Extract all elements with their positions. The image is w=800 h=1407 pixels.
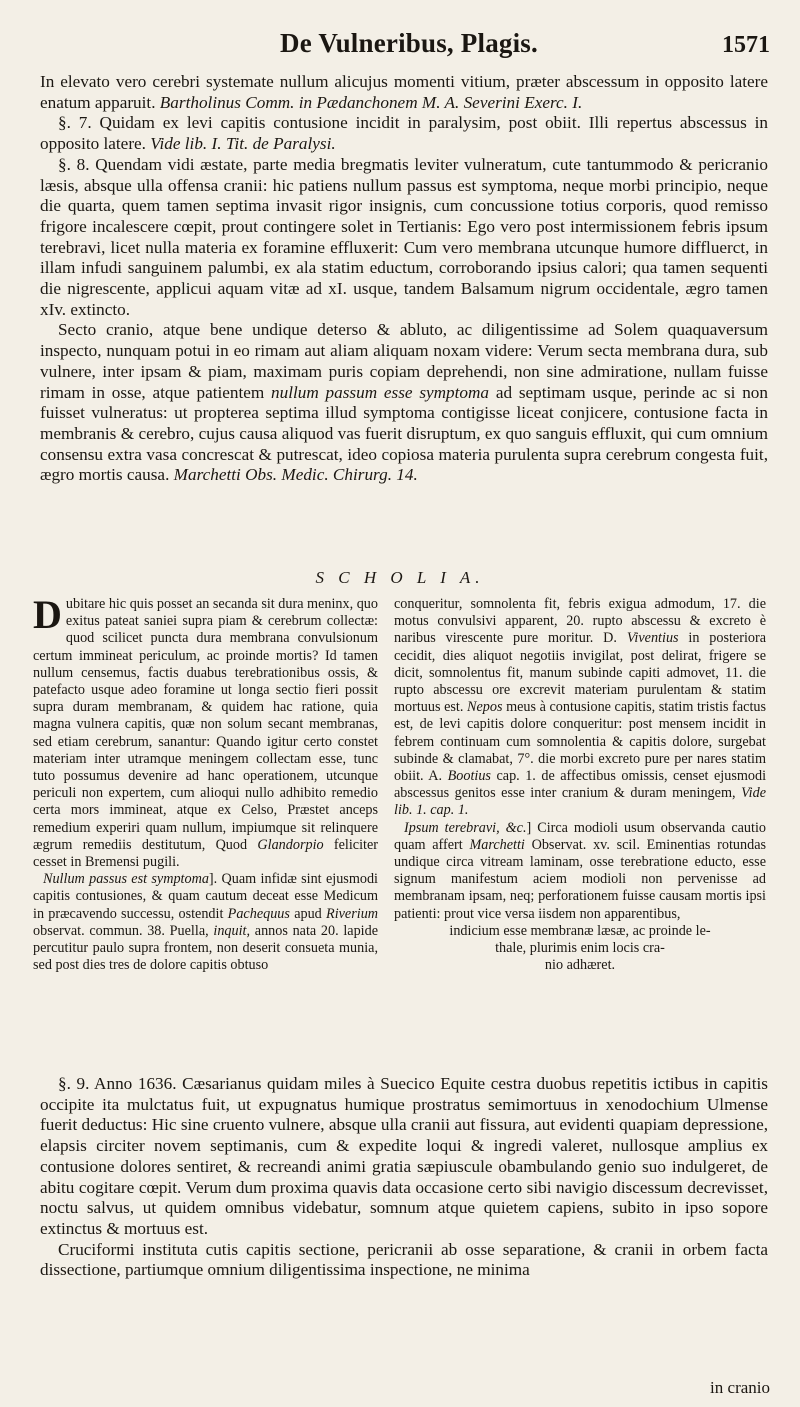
scholia-right-ref: Vide lib. 1. cap. 1. <box>394 785 767 819</box>
section-7-text: §. 7. Quidam ex levi capitis contusione incidit in paralysim, post obiit. Illi repertus abscessus in opposito latere. <box>40 113 768 154</box>
section-8b-text-before: Secto cranio, atque bene undique deterso & abluto, ac diligentissime ad Solem quaquaversum inspecto, nunquam potui in eo rimam aut aliam aliquam noxam videre: Verum secta membrana dura, sub vulnere, inter ipsam & piam, maximam puris copiam deprehendi, non sine admiratione, nullam fuisse rimam in osse, atque patientem <box>40 320 768 402</box>
drop-cap: D <box>33 592 62 637</box>
scholia-right-lemma: Ipsum terebravi, &c. <box>404 819 527 836</box>
section-7-citation: Vide lib. I. Tit. de Paralysi. <box>150 134 336 154</box>
page-header <box>0 28 800 68</box>
scholia-right-name-marchetti: Marchetti <box>469 836 525 853</box>
scholia-right-p1-b: in posteriora cecidit, dies aliquot negotiis invigilat, post delirat, frigere se dicit, somnolentus fit, manum subinde capiti admovet, 11. die rupto abscessu ore excrevit materiam purulentam & statim mortuus est. <box>394 630 767 716</box>
scholia-right-name-bootius: Bootius <box>447 768 491 785</box>
lower-text-block <box>40 1074 768 1281</box>
scholia-left-p2-c: observat. commun. 38. Puella, <box>33 922 209 939</box>
scholia-closing-line-2: thale, plurimis enim locis cra- <box>495 940 665 957</box>
scholia-right-p1-a: conqueritur, somnolenta fit, febris exigua admodum, 17. die motus convulsivi apparent, 20. rupto abscessu & excreto è naribus virescente pure moritur. D. <box>394 596 766 647</box>
section-8b-citation: Marchetti Obs. Medic. Chirurg. 14. <box>173 465 418 485</box>
scholia-left-p1-text: ubitare hic quis posset an secanda sit dura meninx, quo exitus pateat saniei supra piam & cerebrum collectæ: quod scilicet puncta dura membrana convulsionum certum immineat periculum, ac proinde mortis? Id tamen nullum censemus, factis duabus terebrationibus ossis, & patefacto usque adeo foramine ut longa sectio fieri possit supra duram membranam, & quidem hac ratione, quia magna vulnera capitis, quæ non solum secant membranas, sed etiam cerebrum, sanantur: Quando igitur certo constet materiam inter utramque meningem collectam esse, tunc tuto possumus devenire ad hanc operationem, utcunque periculi non expertem, cum alioqui nullo adhibito remedio certa mors immineat, atque ex Celso, Præstet anceps remedium experiri quam nullum, impiumque sit relinquere ægrum remediis destitutum, Quod <box>33 596 378 853</box>
section-6-citation: Bartholinus Comm. in Pædanchonem M. A. Severini Exerc. I. <box>159 92 583 112</box>
scholia-right-paragraph-2 <box>394 820 766 923</box>
scholia-right-name-viventius: Viventius <box>626 630 679 647</box>
scholia-right-paragraph-1 <box>394 596 766 820</box>
scholia-right-p2-a: ] Circa modioli usum observanda cautio quam affert <box>394 819 766 853</box>
scholia-heading: S C H O L I A. <box>315 568 485 587</box>
scholia-right-p1-d: cap. 1. de affectibus omissis, censet ejusmodi abscessus genitos esse inter cranium & duram meningem, <box>394 768 767 802</box>
scholia-left-lemma: Nullum passus est symptoma <box>43 871 209 888</box>
section-6-end <box>40 72 768 113</box>
scholia-right-p2-b: Observat. xv. scil. Eminentias rotundas undique circa vitream laminam, osse terebratione educto, esse signum manifestum aciem modioli non pervenisse ad membranam ipsam, neq; perforationem fuisse causam mortis ipsi patienti: prout vice versa iisdem non apparentibus, <box>394 836 767 922</box>
page-number: 1571 <box>722 32 770 58</box>
section-8b-text-after: ad septimam usque, perinde ac si non fuisset vulneratus: ut propterea septima illud symptoma contigisse liceat conjicere, contusione facta in membranis & cerebro, cujus causa aliquod vas fuerit disruptum, ex quo sanguis effluxit, qui cum omnium consensu extra vasa concrescat & putrescat, ideo copiosa materia purulenta supra cerebrum congesta fuit, ægro mortis causa. <box>40 382 768 485</box>
upper-text-block <box>40 72 768 486</box>
section-8 <box>40 155 768 321</box>
running-title: De Vulneribus, Plagis. <box>280 28 538 58</box>
scholia-right-name-nepos: Nepos <box>467 699 503 716</box>
catchword: in cranio <box>710 1378 770 1397</box>
scholia-left-p2-a: ]. Quam infidæ sint ejusmodi capitis contusiones, & quam cautum deceat esse Medicum in præcavendo successu, ostendit <box>33 871 378 922</box>
section-9: §. 9. Anno 1636. Cæsarianus quidam miles à Suecico Equite cestra duobus repetitis ictibus in capitis occipite ita mulctatus fuit, ut expugnatus humique prostratus semimortuus in xenodochium Ulmense fuerit deductus: Hic sine cruento vulnere, absque ulla cranii aut fissura, aut evidenti quapiam depressione, elapsis circiter novem septimanis, cum & expedite loqui & ingredi valeret, nullosque amplius ex contusione dolores sentiret, & recreandi animi gratia sæpiuscule obambulando genio suo indulgeret, de abitu cogitare cœpit. Verum dum proxima quavis data occasione certo sibi navigio discessum decrevisset, noctu salvus, ut quidem omnibus videbatur, somnum atque quietem capiens, subito in ipso sopore extinctus & mortuus est. <box>40 1074 768 1238</box>
scholia-left-p1-end: feliciter cesset in Bremensi pugili. <box>33 836 379 871</box>
scholia-right-p1-c: meus à contusione capitis, statim tristis factus est, de levi capitis dolore conqueritur: post mensem incidit in febrem continuam cum somnolentia & capitis dolore, surgebat subinde & clamabat, 7°. die morbi excreto pure per nares statim obiit. A. <box>394 699 766 785</box>
scholia-left-name-pachequus: Pachequus <box>227 905 290 922</box>
scholia-left-paragraph-2 <box>33 871 378 974</box>
scholia-left-p1-name: Glandorpio <box>257 836 324 853</box>
section-8-text: §. 8. Quendam vidi æstate, parte media bregmatis leviter vulneratum, cute tantummodo & pericranio læsis, absque ulla offensa cranii: hic patiens nullum passus est symptoma, neque morbi principio, neque die quarta, quem tamen septima invasit rigor insignis, cum concussione totius corporis, quod remisso frigore incalescere cœpit, prout contingere solet in Tertianis: Ego vero post intermissionem febris ipsum terebravi, licet nulla materia ex foramine effluxerit: Cum vero membrana utcunque humore diffluerct, in illam infudi sanguinem palumbi, ex ala statim eductum, corroborando ipsius calori; qua tamen sequenti die nigrescente, applicui aquam vitæ ad xI. usque, tandem Balsamum nigrum occidentale, ægro tamen xIv. extincto. <box>40 154 768 319</box>
section-8b <box>40 320 768 486</box>
scholia-left-p2-b: apud <box>294 905 322 922</box>
scholia-left-paragraph-1 <box>33 592 379 871</box>
scholia-left-name-riverium: Riverium <box>326 905 379 922</box>
scholia-right-column <box>394 596 766 974</box>
scholia-left-column <box>33 592 379 974</box>
scholia-left-inquit: inquit, <box>213 922 251 939</box>
scholia-closing-line-3: nio adhæret. <box>544 957 616 974</box>
scholia-closing-line-1: indicium esse membranæ læsæ, ac proinde le- <box>449 922 711 939</box>
section-8b-emphasis: nullum passum esse symptoma <box>271 382 490 402</box>
section-7 <box>40 113 768 154</box>
section-9b: Cruciformi instituta cutis capitis sectione, pericranii ab osse separatione, & cranii in orbem facta dissectione, partiumque omnium diligentissima inspectione, ne minima <box>40 1239 768 1280</box>
scholia-left-p2-d: annos nata 20. lapide percutitur paulo supra frontem, non deserit consueta munia, sed post dies tres de dolore capitis obtuso <box>33 922 379 974</box>
section-6-text: In elevato vero cerebri systemate nullum alicujus momenti vitium, præter abscessum in opposito latere enatum apparuit. <box>40 72 768 112</box>
